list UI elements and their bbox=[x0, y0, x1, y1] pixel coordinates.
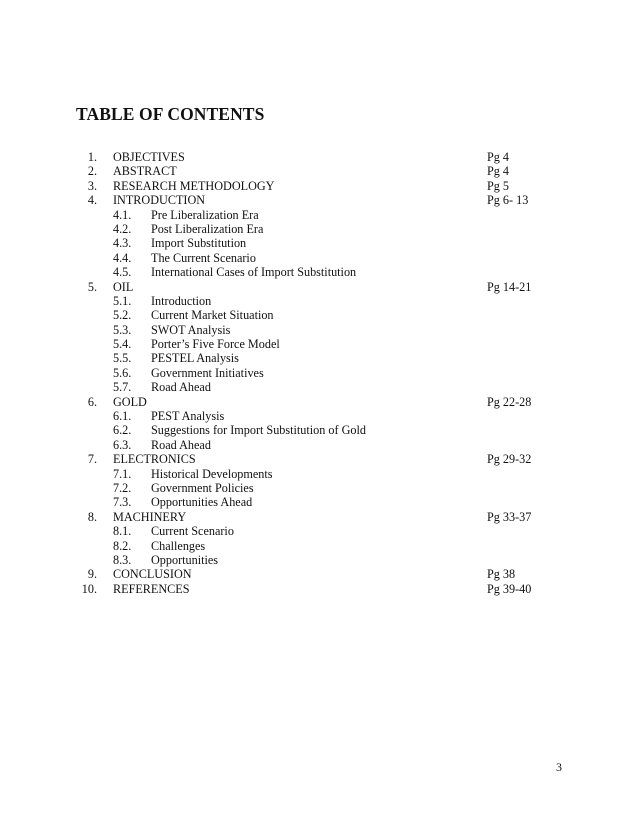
toc-entry-label: CONCLUSION bbox=[113, 567, 192, 582]
toc-subentry bbox=[0, 409, 638, 423]
toc-subentry-number: 5.4. bbox=[113, 337, 132, 352]
toc-subentry bbox=[0, 380, 638, 394]
toc-entry-page: Pg 29-32 bbox=[487, 452, 532, 467]
toc-subentry-number: 4.3. bbox=[113, 236, 132, 251]
toc-subentry-number: 8.1. bbox=[113, 524, 132, 539]
toc-entry-label: OBJECTIVES bbox=[113, 150, 185, 164]
toc-entry bbox=[0, 510, 638, 524]
toc-subentry-label: Introduction bbox=[151, 293, 212, 308]
toc-subentry bbox=[0, 366, 638, 380]
toc-subentry bbox=[0, 251, 638, 265]
toc-entry-label: ELECTRONICS bbox=[113, 452, 196, 467]
toc-entry-page: Pg 4 bbox=[487, 150, 510, 164]
toc-entry bbox=[0, 395, 638, 409]
toc-entry-number: 8. bbox=[87, 509, 97, 524]
toc-entry-number: 4. bbox=[87, 193, 97, 208]
toc-entry-page: Pg 5 bbox=[487, 178, 510, 193]
toc-entry-number: 5. bbox=[87, 279, 97, 294]
toc-entry-page: Pg 14-21 bbox=[487, 279, 532, 294]
toc-subentry-label: Opportunities bbox=[151, 552, 219, 567]
toc-entry-number: 3. bbox=[87, 178, 97, 193]
toc-entry bbox=[0, 164, 638, 178]
toc-entry-label: RESEARCH METHODOLOGY bbox=[113, 178, 275, 193]
toc-subentry bbox=[0, 323, 638, 337]
toc-entry-label: OIL bbox=[113, 279, 134, 294]
toc-subentry bbox=[0, 294, 638, 308]
toc-subentry-label: Suggestions for Import Substitution of Gold bbox=[151, 423, 366, 438]
toc-subentry bbox=[0, 351, 638, 365]
toc-subentry-number: 4.5. bbox=[113, 265, 132, 280]
toc-subentry-label: Current Market Situation bbox=[151, 308, 274, 323]
toc-subentry-number: 7.1. bbox=[113, 466, 132, 481]
toc-subentry-number: 5.6. bbox=[113, 365, 132, 380]
toc-entry-page: Pg 22-28 bbox=[487, 394, 532, 409]
toc-subentry-number: 5.1. bbox=[113, 293, 132, 308]
toc-entry-label: REFERENCES bbox=[113, 581, 190, 596]
toc-subentry-label: Challenges bbox=[151, 538, 206, 553]
toc-entry bbox=[0, 582, 638, 596]
table-of-contents bbox=[0, 150, 638, 596]
toc-subentry-label: Government Initiatives bbox=[151, 365, 264, 380]
toc-subentry-label: Porter’s Five Force Model bbox=[151, 337, 280, 352]
toc-entry bbox=[0, 193, 638, 207]
toc-entry-number: 10. bbox=[81, 581, 97, 596]
toc-subentry bbox=[0, 481, 638, 495]
toc-entry-number: 2. bbox=[87, 164, 97, 179]
toc-subentry-number: 5.3. bbox=[113, 322, 132, 337]
toc-subentry-label: Pre Liberalization Era bbox=[151, 207, 259, 222]
toc-entry bbox=[0, 280, 638, 294]
toc-subentry-number: 6.2. bbox=[113, 423, 132, 438]
toc-subentry-label: International Cases of Import Substitution bbox=[151, 265, 357, 280]
page-title: TABLE OF CONTENTS bbox=[76, 104, 265, 124]
toc-entry-label: MACHINERY bbox=[113, 509, 187, 524]
toc-entry-page: Pg 33-37 bbox=[487, 509, 532, 524]
toc-subentry-label: PEST Analysis bbox=[151, 409, 225, 424]
toc-entry-label: INTRODUCTION bbox=[113, 193, 206, 208]
toc-entry-page: Pg 4 bbox=[487, 164, 510, 179]
toc-subentry bbox=[0, 539, 638, 553]
page-number: 3 bbox=[556, 760, 562, 774]
toc-subentry-label: Opportunities Ahead bbox=[151, 495, 253, 510]
toc-entry-number: 1. bbox=[87, 150, 97, 164]
toc-subentry-label: Government Policies bbox=[151, 480, 254, 495]
toc-subentry bbox=[0, 524, 638, 538]
toc-entry-page: Pg 39-40 bbox=[487, 581, 532, 596]
toc-subentry bbox=[0, 236, 638, 250]
toc-subentry-number: 4.4. bbox=[113, 250, 132, 265]
toc-subentry-number: 5.7. bbox=[113, 380, 132, 395]
toc-entry bbox=[0, 452, 638, 466]
toc-subentry bbox=[0, 467, 638, 481]
toc-subentry bbox=[0, 495, 638, 509]
toc-subentry-number: 7.3. bbox=[113, 495, 132, 510]
toc-entry-number: 7. bbox=[87, 452, 97, 467]
toc-subentry-number: 8.3. bbox=[113, 552, 132, 567]
toc-subentry-number: 4.2. bbox=[113, 221, 132, 236]
toc-subentry-number: 5.5. bbox=[113, 351, 132, 366]
toc-subentry bbox=[0, 308, 638, 322]
toc-entry bbox=[0, 179, 638, 193]
toc-subentry bbox=[0, 265, 638, 279]
toc-entry bbox=[0, 150, 638, 164]
toc-subentry-label: Road Ahead bbox=[151, 380, 211, 395]
toc-subentry bbox=[0, 208, 638, 222]
toc-subentry bbox=[0, 337, 638, 351]
toc-entry-number: 9. bbox=[87, 567, 97, 582]
toc-subentry-label: Historical Developments bbox=[151, 466, 273, 481]
toc-subentry-number: 8.2. bbox=[113, 538, 132, 553]
toc-entry-page: Pg 6- 13 bbox=[487, 193, 529, 208]
toc-subentry-label: Import Substitution bbox=[151, 236, 247, 251]
toc-subentry-label: Road Ahead bbox=[151, 437, 211, 452]
toc-entry-label: ABSTRACT bbox=[113, 164, 177, 179]
toc-subentry-label: SWOT Analysis bbox=[151, 322, 231, 337]
toc-entry-label: GOLD bbox=[113, 394, 147, 409]
toc-subentry-number: 7.2. bbox=[113, 480, 132, 495]
toc-subentry bbox=[0, 222, 638, 236]
toc-subentry-number: 6.3. bbox=[113, 437, 132, 452]
toc-subentry bbox=[0, 553, 638, 567]
toc-subentry-label: Post Liberalization Era bbox=[151, 221, 264, 236]
toc-entry-number: 6. bbox=[87, 394, 97, 409]
toc-subentry-label: PESTEL Analysis bbox=[151, 351, 239, 366]
toc-subentry-number: 6.1. bbox=[113, 409, 132, 424]
toc-subentry bbox=[0, 438, 638, 452]
toc-subentry-number: 5.2. bbox=[113, 308, 132, 323]
toc-subentry bbox=[0, 423, 638, 437]
toc-subentry-label: Current Scenario bbox=[151, 524, 234, 539]
toc-subentry-number: 4.1. bbox=[113, 207, 132, 222]
toc-subentry-label: The Current Scenario bbox=[151, 250, 256, 265]
toc-entry-page: Pg 38 bbox=[487, 567, 516, 582]
toc-entry bbox=[0, 567, 638, 581]
